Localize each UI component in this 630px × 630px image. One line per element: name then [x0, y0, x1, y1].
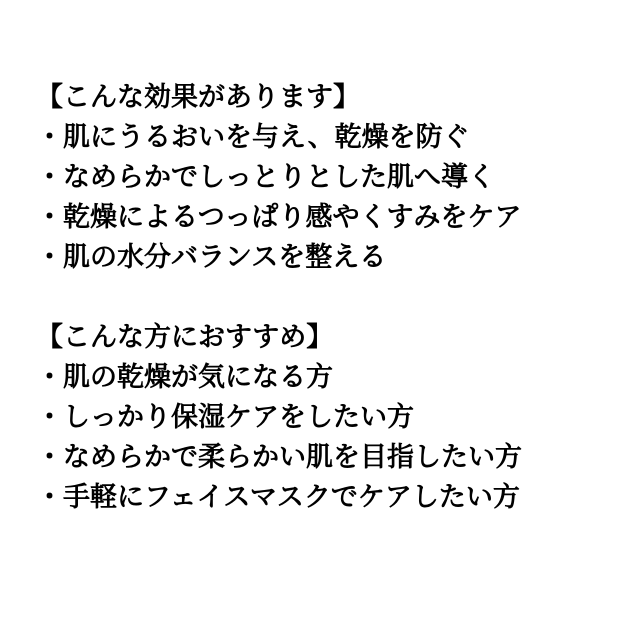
recommended-bullet-1: ・肌の乾燥が気になる方 — [36, 361, 333, 393]
benefits-heading: 【こんな効果があります】 — [36, 82, 360, 113]
benefits-bullet-4: ・肌の水分バランスを整える — [36, 241, 387, 273]
benefits-bullet-1: ・肌にうるおいを与え、乾燥を防ぐ — [36, 121, 470, 153]
recommended-section — [36, 318, 600, 518]
recommended-bullet-3: ・なめらかで柔らかい肌を目指したい方 — [36, 441, 522, 473]
benefits-bullet-2: ・なめらかでしっとりとした肌へ導く — [36, 161, 495, 193]
benefits-bullet-3: ・乾燥によるつっぱり感やくすみをケア — [36, 201, 522, 233]
benefits-section — [36, 78, 600, 278]
recommended-bullet-4: ・手軽にフェイスマスクでケアしたい方 — [36, 481, 520, 513]
recommended-heading: 【こんな方におすすめ】 — [36, 321, 334, 353]
recommended-bullet-2: ・しっかり保湿ケアをしたい方 — [36, 401, 414, 433]
